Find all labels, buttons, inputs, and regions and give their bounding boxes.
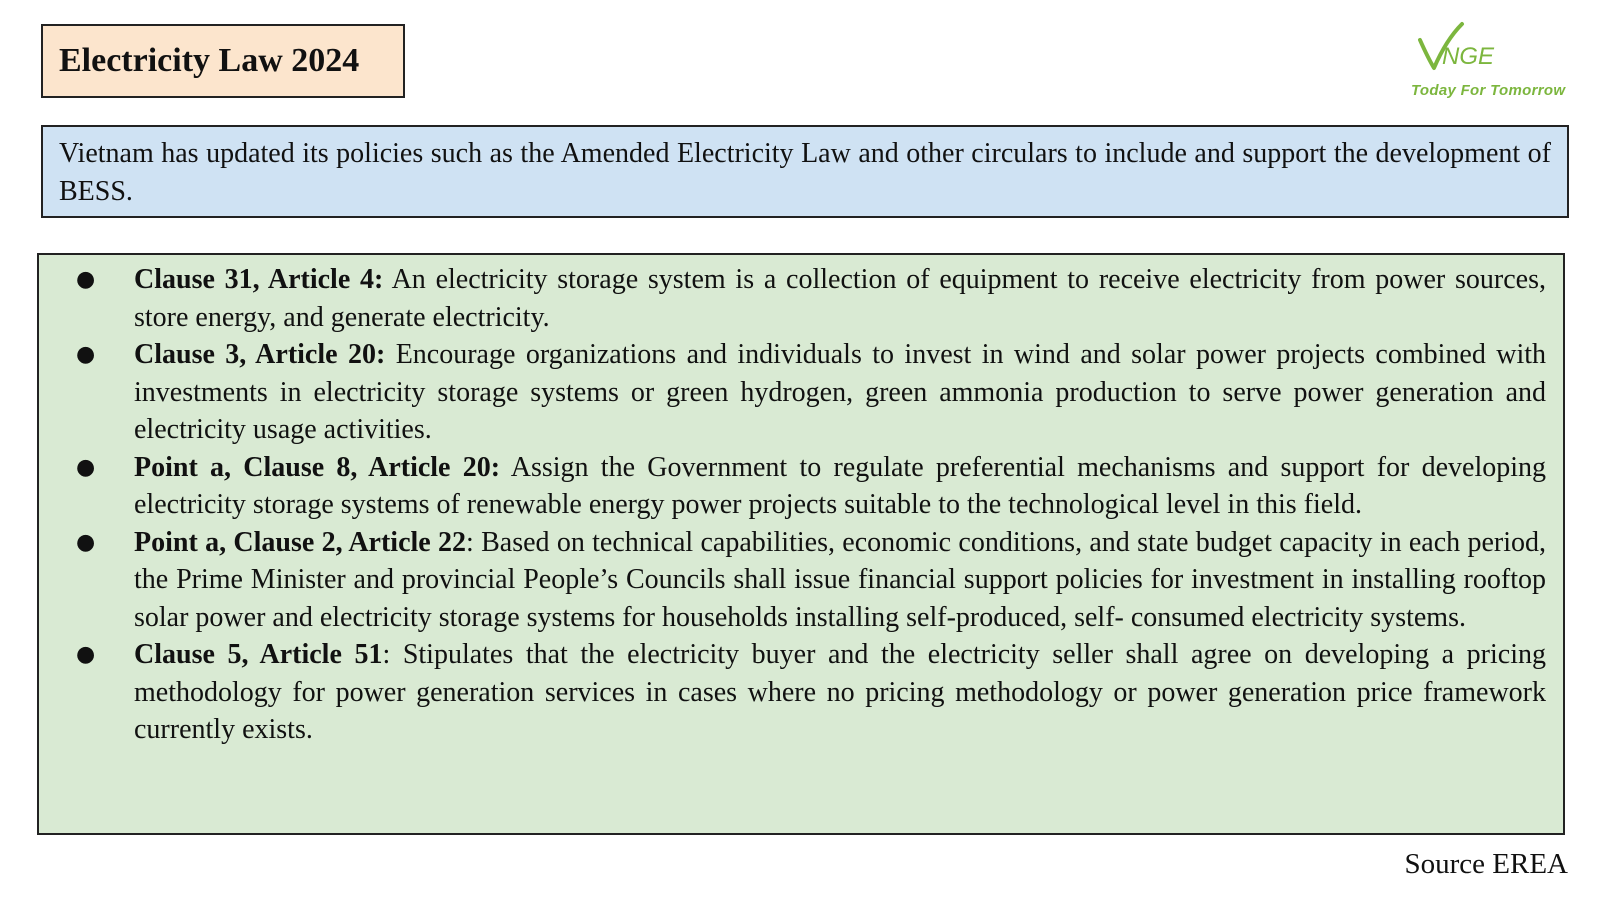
law-point-text: Encourage organizations and individuals to invest in wind and solar power projects combined with investments in electricity storage systems or green hydrogen, green ammonia production to serve power generation and electricity usage activities.: [134, 339, 1547, 445]
law-point-reference: Clause 3, Article 20:: [134, 339, 386, 370]
law-point-item: [39, 336, 1546, 449]
slide-title: Electricity Law 2024: [41, 24, 405, 98]
law-point-item: [39, 636, 1546, 749]
law-point-item: [39, 524, 1546, 637]
bullet-icon: ●: [76, 267, 96, 292]
law-point-text: : Based on technical capabilities, economic conditions, and state budget capacity in each period, the Prime Minister and provincial People’s Councils shall issue financial support policies for investment in installing rooftop solar power and electricity storage systems for households installing self-produced, self- consumed electricity systems.: [134, 526, 1546, 633]
law-point-text: : Stipulates that the electricity buyer and the electricity seller shall agree on developing a pricing methodology for power generation services in cases where no pricing methodology or power generation price framework currently exists.: [134, 639, 1546, 745]
law-points-panel: [37, 253, 1565, 835]
bullet-icon: ●: [76, 342, 96, 367]
law-point-item: [39, 449, 1546, 524]
logo-tagline: Today For Tomorrow: [1411, 82, 1566, 99]
intro-text: Vietnam has updated its policies such as the Amended Electricity Law and other circulars to include and support the development of BESS.: [41, 125, 1569, 218]
law-point-text: Assign the Government to regulate preferential mechanisms and support for developing electricity storage systems of renewable energy power projects suitable to the technological level in this field.: [134, 451, 1547, 520]
source-note: Source EREA: [1404, 848, 1568, 880]
law-point-reference: Clause 31, Article 4:: [134, 264, 384, 295]
law-point-reference: Point a, Clause 2, Article 22: [134, 526, 467, 558]
law-points-list: [39, 261, 1546, 749]
law-point-text: An electricity storage system is a collection of equipment to receive electricity from power sources, store energy, and generate electricity.: [134, 264, 1546, 333]
bullet-icon: ●: [76, 529, 96, 555]
logo-brand-text: NGE: [1442, 43, 1495, 70]
bullet-icon: ●: [76, 454, 96, 480]
bullet-icon: ●: [76, 642, 96, 667]
law-point-reference: Point a, Clause 8, Article 20:: [134, 451, 501, 483]
law-point-reference: Clause 5, Article 51: [134, 639, 383, 670]
law-point-item: [39, 261, 1546, 336]
